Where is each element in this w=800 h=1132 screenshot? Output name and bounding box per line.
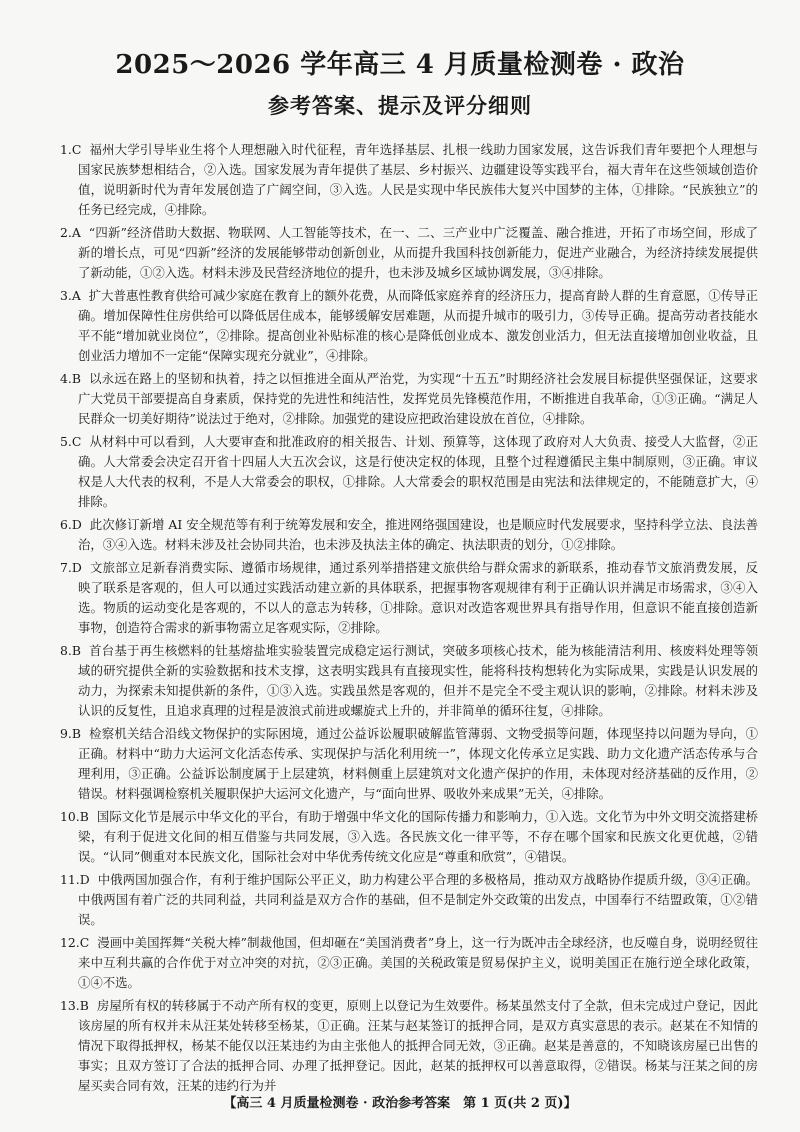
item-explanation: 房屋所有权的转移属于不动产所有权的变更，原则上以登记为生效要件。杨某虽然支付了全款，但未完成过户登记，因此该房屋的所有权并未从汪某处转移至杨某，①正确。汪某与赵某签订的抵押合同，是双方真实意思的表示。赵某在不知情的情况下取得抵押权，杨某不能仅以汪某违约为由主张他人的抵押合同无效，③正确。赵某是善意的，不知晓该房屋已出售的事实；且双方签订了合法的抵押合同、办理了抵押登记。因此，赵某的抵押权可以善意取得，②错误。杨某与汪某之间的房屋买卖合同有效，汪某的违约行为并 <box>78 998 758 1093</box>
page-subtitle: 参考答案、提示及评分细则 <box>268 93 532 118</box>
item-answer: B <box>71 643 81 658</box>
item-answer: D <box>71 517 82 532</box>
item-number: 3. <box>60 288 72 303</box>
item-answer: B <box>71 726 81 741</box>
item-number: 12. <box>60 935 80 950</box>
item-answer: B <box>79 998 89 1013</box>
page-title: 2025～2026 学年高三 4 月质量检测卷 · 政治 <box>115 50 685 80</box>
item-answer: B <box>79 809 89 824</box>
item-number: 7. <box>60 560 72 575</box>
item-answer: A <box>71 288 81 303</box>
item-answer: B <box>71 371 81 386</box>
answer-item-11 <box>60 870 758 930</box>
answer-item-6 <box>60 515 758 555</box>
answer-item-8 <box>60 641 758 721</box>
item-answer: D <box>71 560 82 575</box>
item-answer: A <box>71 225 81 240</box>
item-number: 9. <box>60 726 72 741</box>
item-answer: D <box>79 872 90 887</box>
item-explanation: 漫画中美国挥舞“关税大棒”制裁他国，但却砸在“美国消费者”身上，这一行为既冲击全球经济，也反噬自身，说明经贸往来中互利共赢的合作优于对立冲突的对抗，②③正确。美国的关税政策是贸易保护主义，说明美国正在施行逆全球化政策，①④不选。 <box>78 935 758 990</box>
answer-item-13 <box>60 996 758 1096</box>
item-number: 13. <box>60 998 80 1013</box>
item-explanation: 检察机关结合沿线文物保护的实际困境，通过公益诉讼履职破解监管薄弱、文物受损等问题，体现坚持以问题为导向，①正确。材料中“助力大运河文化活态传承、实现保护与活化利用统一”，体现文化传承立足实践、助力文化遗产活态传承与合理利用，③正确。公益诉讼制度属于上层建筑，材料侧重上层建筑对文化遗产保护的作用，未体现对经济基础的反作用，②错误。材料强调检察机关履职保护大运河文化遗产，与“面向世界、吸收外来成果”无关，④排除。 <box>78 726 758 801</box>
item-number: 6. <box>60 517 72 532</box>
answer-item-10 <box>60 807 758 867</box>
item-explanation: 扩大普惠性教育供给可减少家庭在教育上的额外花费，从而降低家庭养育的经济压力，提高育龄人群的生育意愿，①传导正确。增加保障性住房供给可以降低居住成本，能够缓解安居难题，从而提升城市的吸引力，③传导正确。提高劳动者技能水平不能“增加就业岗位”，②排除。提高创业补贴标准的核心是降低创业成本、激发创业活力，但无法直接增加创业收益，且创业活力增加不一定能“保障实现充分就业”，④排除。 <box>78 288 758 363</box>
item-explanation: 文旅部立足新春消费实际、遵循市场规律，通过系列举措搭建文旅供给与群众需求的新联系，推动春节文旅消费发展，反映了联系是客观的，但人可以通过实践活动建立新的具体联系，把握事物客观规律有利于正确认识并满足市场需求，③④入选。物质的运动变化是客观的，不以人的意志为转移，①排除。意识对改造客观世界具有指导作用，但意识不能直接创造新事物，创造符合需求的新事物需立足客观实际，②排除。 <box>78 560 758 635</box>
answer-item-2 <box>60 223 758 283</box>
item-explanation: 国际文化节是展示中华文化的平台，有助于增强中华文化的国际传播力和影响力，①入选。文化节为中外文明交流搭建桥梁，有利于促进文化间的相互借鉴与共同发展，③入选。各民族文化一律平等，不存在哪个国家和民族文化更优越，②错误。“认同”侧重对本民族文化，国际社会对中华优秀传统文化应是“尊重和欣赏”，④错误。 <box>78 809 758 864</box>
item-explanation: 福州大学引导毕业生将个人理想融入时代征程，青年选择基层、扎根一线助力国家发展，这告诉我们青年要把个人理想与国家民族梦想相结合，②入选。国家发展为青年提供了基层、乡村振兴、边疆建设等实践平台，福大青年在这些领域创造价值，说明新时代为青年发展创造了广阔空间，③入选。人民是实现中华民族伟大复兴中国梦的主体，①排除。“民族独立”的任务已经完成，④排除。 <box>78 142 758 217</box>
answer-item-5 <box>60 432 758 512</box>
item-explanation: 以永远在路上的坚韧和执着，持之以恒推进全面从严治党，为实现“十五五”时期经济社会发展目标提供坚强保证，这要求广大党员干部要提高自身素质，保持党的先进性和纯洁性，发挥党员先锋模范作用，不断推进自我革命，①③正确。“满足人民群众一切美好期待”说法过于绝对，②排除。加强党的建设应把政治建设放在首位，④排除。 <box>78 371 758 426</box>
item-explanation: 此次修订新增 AI 安全规范等有利于统筹发展和安全，推进网络强国建设，也是顺应时代发展要求，坚持科学立法、良法善治，③④入选。材料未涉及社会协同共治，也未涉及执法主体的确定、执法职责的划分，①②排除。 <box>78 517 758 552</box>
item-number: 10. <box>60 809 80 824</box>
item-number: 11. <box>60 872 80 887</box>
answer-item-4 <box>60 369 758 429</box>
item-explanation: 中俄两国加强合作，有利于维护国际公平正义，助力构建公平合理的多极格局，推动双方战略协作提质升级，③④正确。中俄两国有着广泛的共同利益，共同利益是双方合作的基础，但不是制定外交政策的出发点，中国奉行不结盟政策，①②错误。 <box>78 872 758 927</box>
item-number: 5. <box>60 434 72 449</box>
answer-item-12 <box>60 933 758 993</box>
answer-item-1 <box>60 140 758 220</box>
item-answer: C <box>71 434 82 449</box>
answer-item-7 <box>60 558 758 638</box>
item-number: 2. <box>60 225 72 240</box>
item-number: 1. <box>60 142 72 157</box>
answer-item-9 <box>60 724 758 804</box>
item-answer: C <box>71 142 82 157</box>
answer-item-3 <box>60 286 758 366</box>
answer-list <box>60 140 758 1099</box>
item-number: 8. <box>60 643 72 658</box>
item-answer: C <box>79 935 90 950</box>
item-number: 4. <box>60 371 72 386</box>
page-footer: 【高三 4 月质量检测卷 · 政治参考答案 第 1 页(共 2 页)】 <box>223 1096 577 1111</box>
item-explanation: 首台基于再生核燃料的钍基熔盐堆实验装置完成稳定运行测试，突破多项核心技术，能为核能清洁利用、核废料处理等领域的研究提供全新的实验数据和技术支撑，这表明实践具有直接现实性，能将科技构想转化为实际成果，实践是认识发展的动力，为探索未知提供新的条件，①③入选。实践虽然是客观的，但并不是完全不受主观认识的影响，②排除。材料未涉及认识的反复性，且追求真理的过程是波浪式前进或螺旋式上升的，并非简单的循环往复，④排除。 <box>78 643 758 718</box>
item-explanation: 从材料中可以看到，人大要审查和批准政府的相关报告、计划、预算等，这体现了政府对人大负责、接受人大监督，②正确。人大常委会决定召开省十四届人大五次会议，这是行使决定权的体现，且整个过程遵循民主集中制原则，③正确。审议权是人大代表的权利，不是人大常委会的职权，①排除。人大常委会的职权范围是由宪法和法律规定的，不能随意扩大，④排除。 <box>78 434 758 509</box>
item-explanation: “四新”经济借助大数据、物联网、人工智能等技术，在一、二、三产业中广泛覆盖、融合推进，开拓了市场空间，形成了新的增长点，可见“四新”经济的发展能够带动创新创业，从而提升我国科技创新能力，促进产业融合，为经济持续发展提供了新动能，①②入选。材料未涉及民营经济地位的提升，也未涉及城乡区域协调发展，③④排除。 <box>78 225 758 280</box>
